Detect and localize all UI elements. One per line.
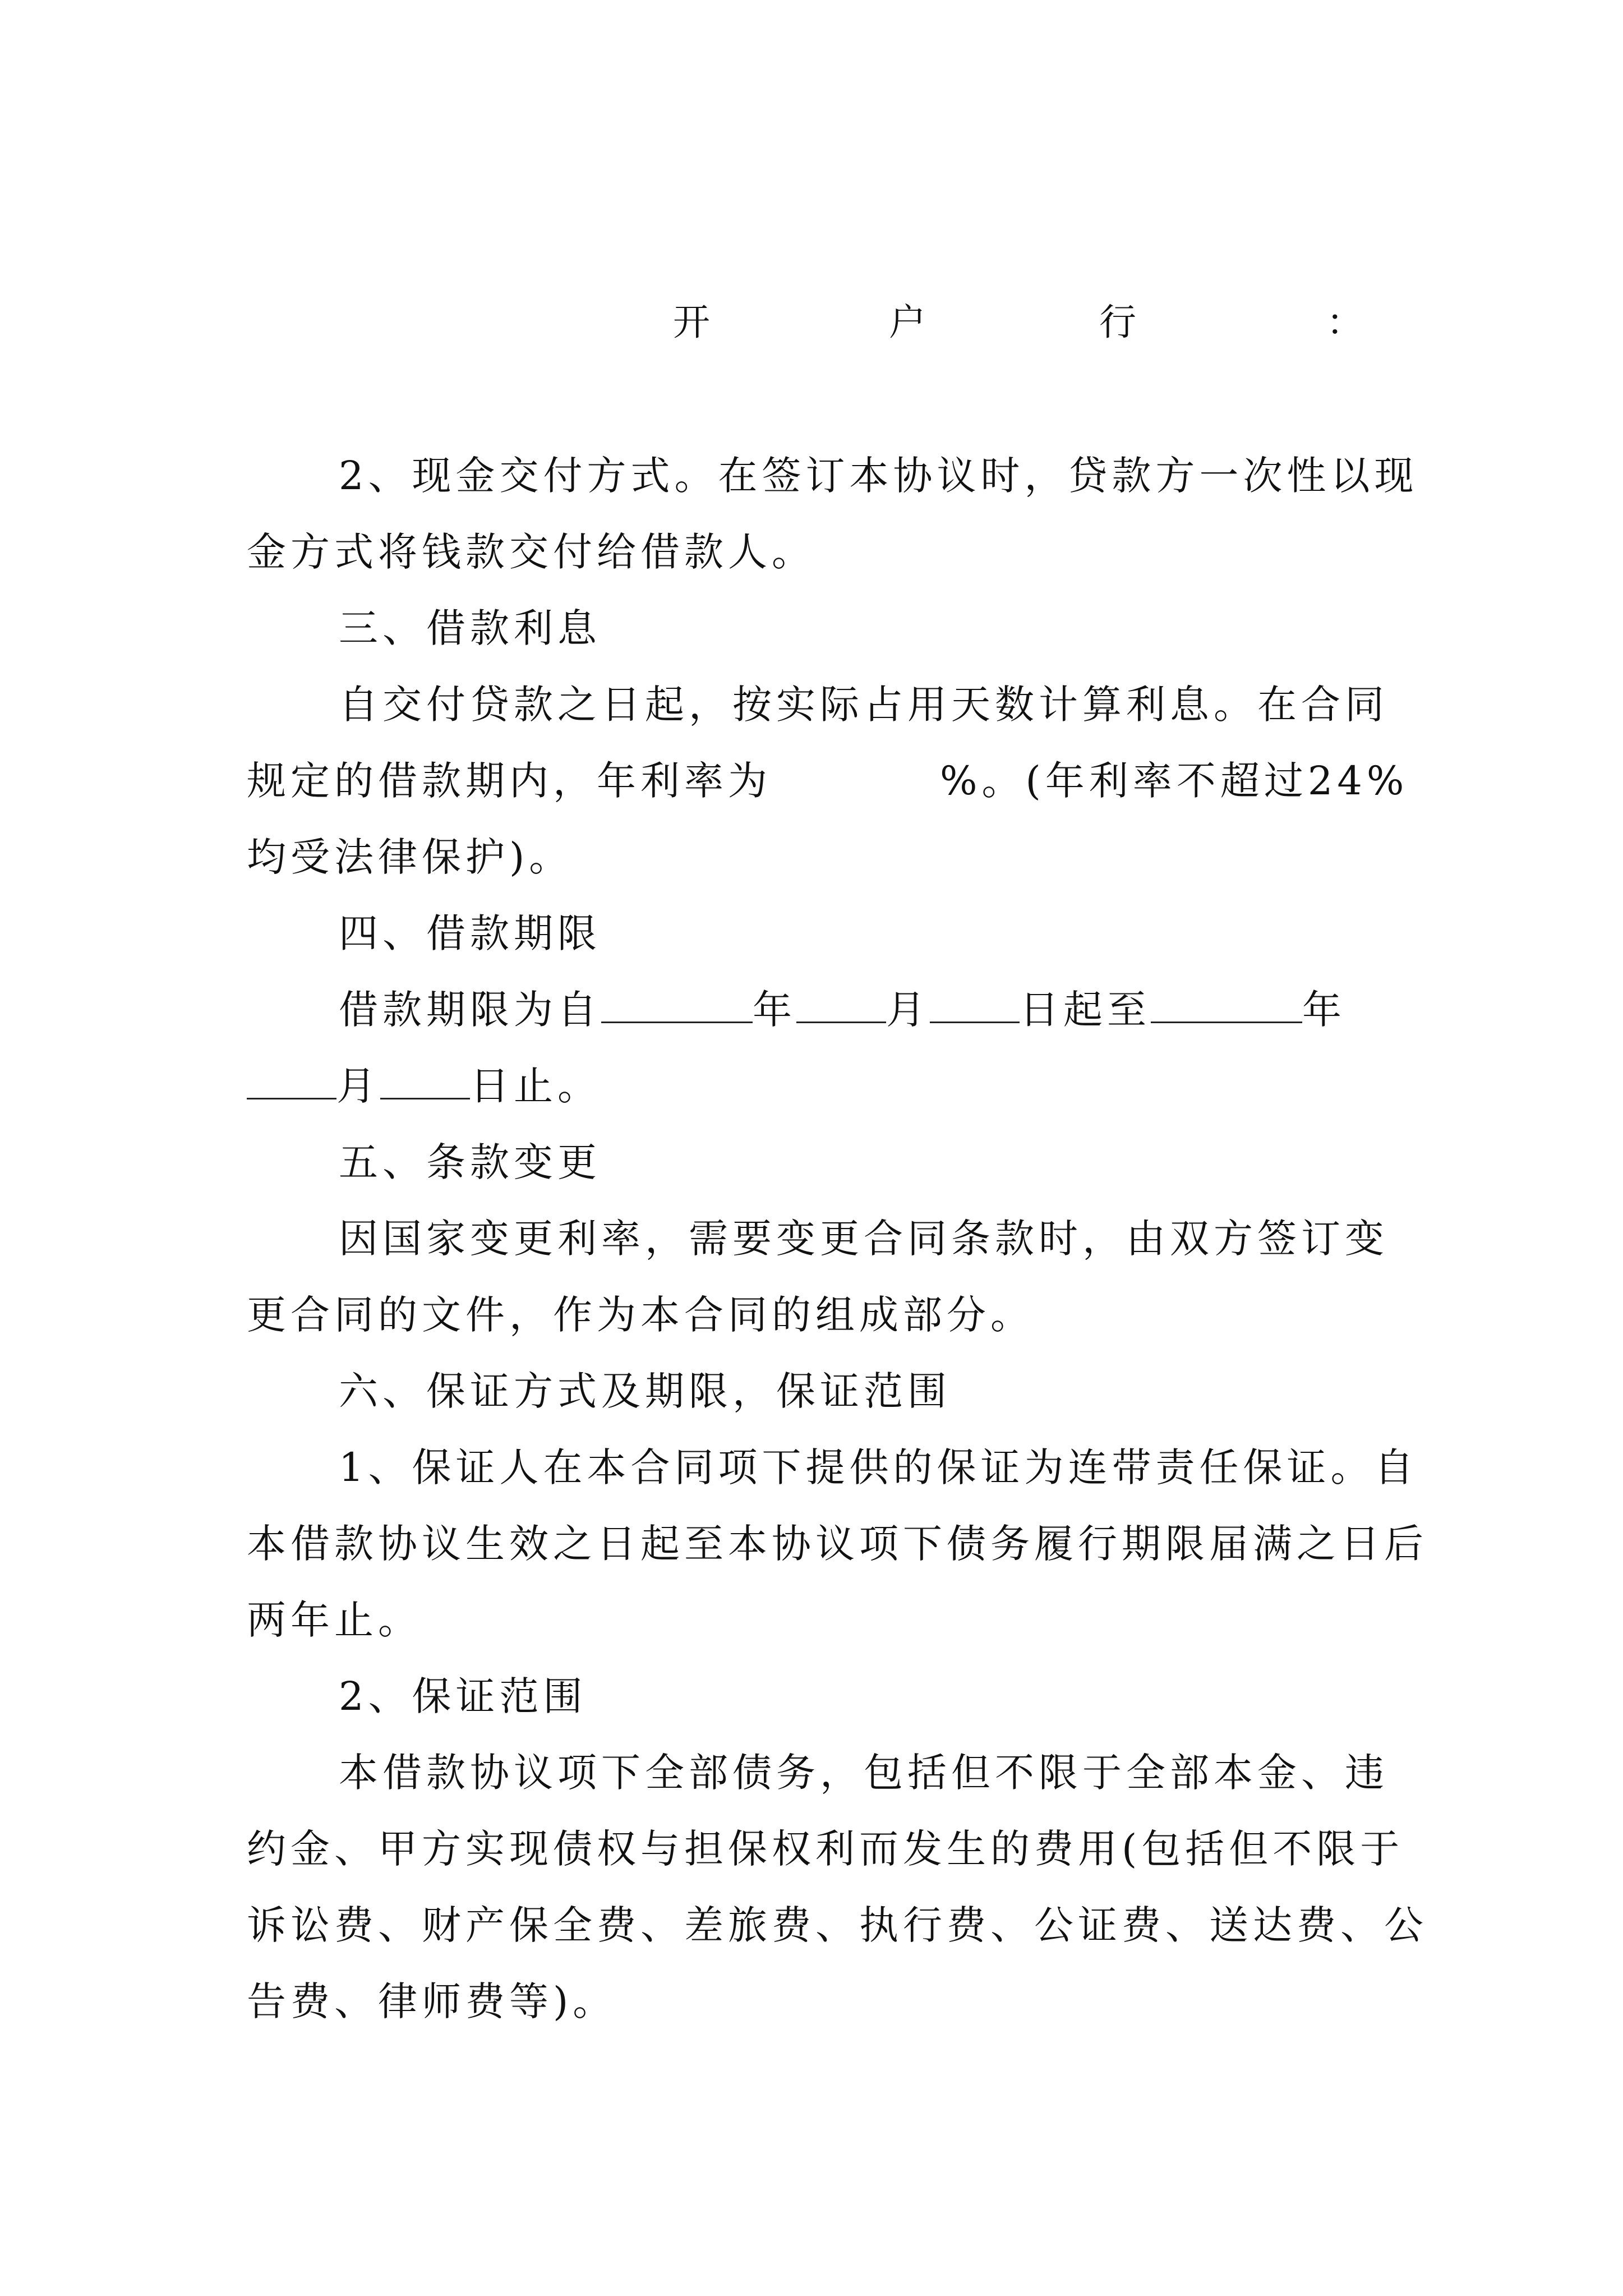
paragraph-interest	[247, 666, 1430, 895]
term-year-1: 年	[753, 987, 796, 1033]
end-year-blank	[1151, 987, 1302, 1023]
paragraph-cash-delivery: 2、现金交付方式。在签订本协议时，贷款方一次性以现金方式将钱款交付给借款人。	[247, 453, 1418, 575]
interest-text-b: %。(年利率不超过24%均受法律保护)。	[247, 758, 1409, 880]
end-day-blank	[380, 1063, 470, 1099]
end-month-blank	[247, 1063, 336, 1099]
term-month-1: 月	[886, 987, 930, 1033]
start-year-blank	[601, 987, 753, 1023]
paragraph-guarantee-1: 1、保证人在本合同项下提供的保证为连带责任保证。自本借款协议生效之日起至本协议项下债务履行期限届满之日后两年止。	[247, 1444, 1428, 1643]
heading-change: 五、条款变更	[339, 1139, 601, 1185]
paragraph-scope: 本借款协议项下全部债务，包括但不限于全部本金、违约金、甲方实现债权与担保权利而发生的费用(包括但不限于诉讼费、财产保全费、差旅费、执行费、公证费、送达费、公告费、律师费等)。	[247, 1750, 1428, 2024]
paragraph-term	[247, 972, 1430, 1124]
bank-char-2: 户	[889, 301, 926, 344]
bank-colon: ：	[1326, 301, 1363, 344]
term-day-1: 日起至	[1020, 987, 1151, 1033]
start-month-blank	[796, 987, 886, 1023]
start-day-blank	[930, 987, 1020, 1023]
term-year-2: 年	[1302, 987, 1346, 1033]
bank-char-3: 行	[1099, 301, 1136, 344]
term-month-2: 月	[336, 1063, 380, 1109]
term-day-2: 日止。	[470, 1063, 601, 1109]
heading-scope: 2、保证范围	[339, 1673, 587, 1719]
paragraph-change: 因国家变更利率，需要变更合同条款时，由双方签订变更合同的文件，作为本合同的组成部分。	[247, 1216, 1389, 1338]
interest-text-a: 自交付贷款之日起，按实际占用天数计算利息。在合同规定的借款期内，年利率为	[247, 682, 1389, 804]
heading-guarantee: 六、保证方式及期限，保证范围	[339, 1368, 951, 1414]
heading-interest: 三、借款利息	[339, 605, 601, 651]
bank-char-1: 开	[673, 301, 710, 344]
term-prefix: 借款期限为自	[339, 987, 601, 1033]
heading-term: 四、借款期限	[339, 910, 601, 956]
bank-account-line	[673, 292, 1368, 353]
document-body	[247, 438, 1430, 2040]
